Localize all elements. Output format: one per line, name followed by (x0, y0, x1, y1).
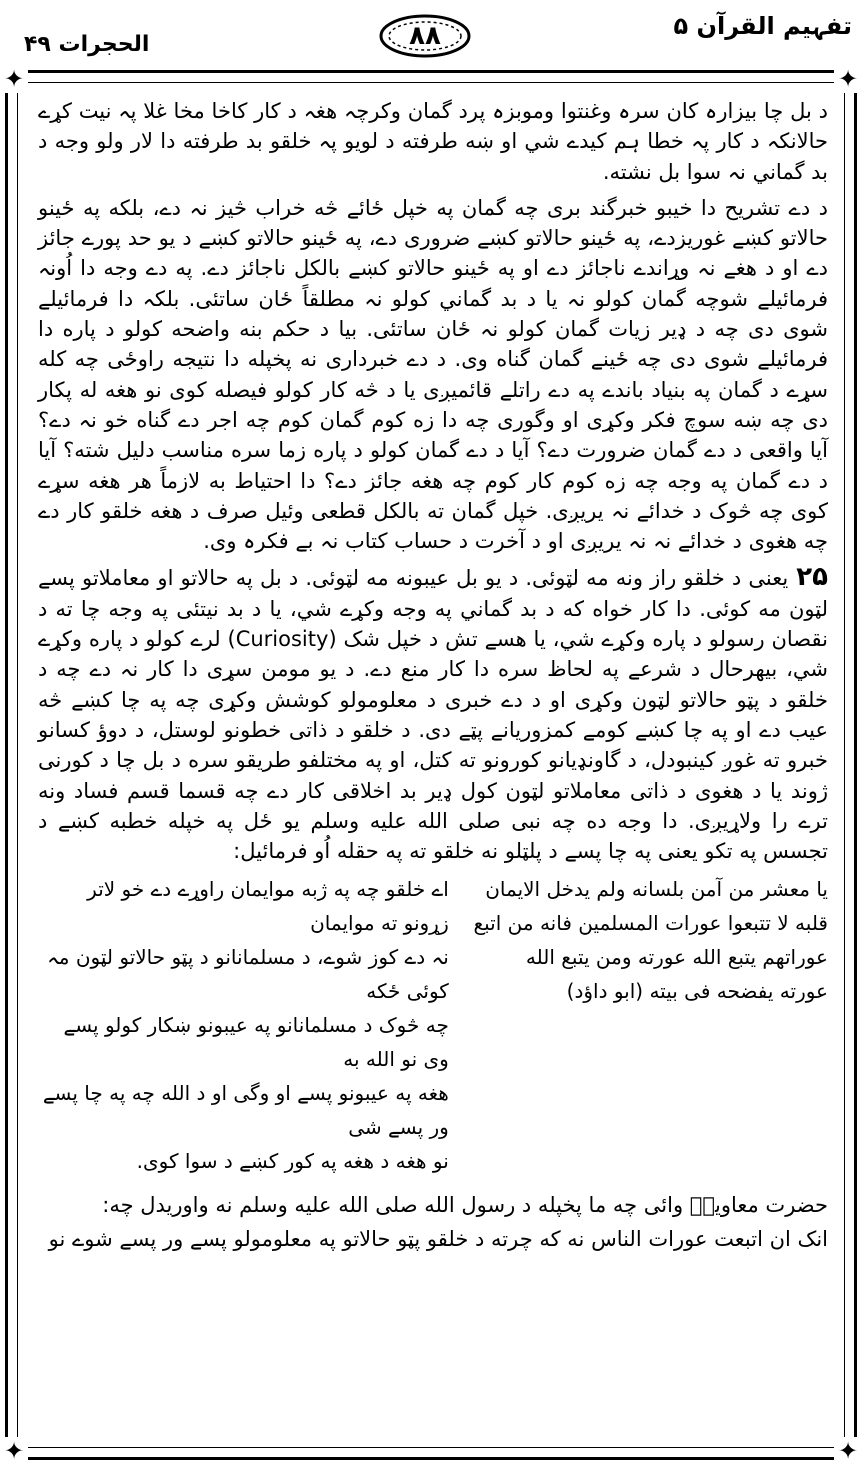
paragraph-2: د دے تشریح دا خیبو خبرگند بری چه گمان په خپل ځائے څه خراب څیز نہ دے، بلکه په ځینو حالاتو کښے غوریزدے، په ځینو حالاتو کښے ضروری دے، په ځینو حالاتو کښے د یو حد پورے جائز دے او د ھغے نہ وړاندے ناجائز دے او په ځینو حالاتو کښے بالکل ناجائز دے. په دے وجه دا اُونہ فرمائیلے شوچه گمان کولو نہ یا د بد گماني کولو نہ مطلقاً ځان ساتئی. بلکہ دا فرمائیلے شوی دی چه د ډیر زیات گمان کولو نہ ځان ساتئی. بیا د حکم بنه واضحه کولو د پاره دا فرمائیلے شوی دی چه ځینے گمان گناه وی. د دے خبرداری نه پخپله دا نتیجه راوځی چه کله سړے د گمان په بنیاد باندے په دے راتلے قائمیږی یا د څه کار کولو فیصله کوی نو ھغه له پکار دی چه ښه سوچ فکر وکړی او وگوری چه دا زه کوم گمان کوم چه اجر دے گناه خو نہ دے؟ آیا واقعی د دے گمان ضرورت دے؟ آیا د دے گمان کولو د پاره زما سره مناسب دلیل شته؟ آیا د دے گمان په وجه چه زه کوم کار کوم چه ھغه جائز دے؟ دا احتیاط به لازماً ھر ھغه سړے کوی چه څوک د خدائے نہ یریږی. خپل گمان ته بالکل قطعی وئیل صرف د ھغه خلقو کار دے چه ھغوی د خدائے نہ نہ یریږی او د آخرت د حساب کتاب نہ بے فکرہ وی. (38, 195, 828, 554)
footnote-number: ۲۵ (796, 562, 828, 593)
corner-ornament-icon: ✦ (834, 65, 862, 93)
hadith-translation-line: نو ھغه د ھغه په کور کښے د سوا کوی. (136, 1149, 449, 1174)
hadith-translation-line: اے خلقو چه په ژبه موایمان راوړے دے خو لاتر زړونو ته موایمان (87, 877, 449, 936)
hadith-arabic-line: عوراتهم یتبع الله عورته ومن یتبع الله (525, 945, 828, 970)
corner-ornament-icon: ✦ (0, 65, 28, 93)
closing-line-2: انک ان اتبعت عورات الناس نه که چرته د خلقو پټو حالاتو په معلومولو پسے ور پسے شوے نو (48, 1227, 828, 1252)
closing-section (38, 1188, 828, 1256)
hadith-arabic (449, 872, 828, 1178)
paragraph-3-text: یعنی د خلقو راز ونه مه لټوئی. د یو بل عیبونه مه لټوئی. د بل په حالاتو او معاملاتو پسے لټون مه کوئی. دا کار خواه که د بد گماني په وجه وکړے شي، یا د بد نیتئی په وجه چا ته د نقصان رسولو د پاره وکړے شي، یا هسے تش د خپل شک (Curiosity) لرے کولو د پاره وکړے شي، بیهرحال د شرعے په لحاظ سره دا کار منع دے. د یو مومن سړی دا کار نہ دے چه د خلقو د پټو حالاتو لټون وکړی او د دے خبری د معلومولو کوشش وکړی چه په چا کښے څه عیب دے او په چا کښے کومے کمزوریانے پټے دی. د خلقو د ذاتی خطونو لوستل، د دوؤ کسانو خبرو ته غوږ کینبودل، د گاونډیانو کورونو ته کتل، او په مختلفو طریقو سره د بل چا د کورنی ژوند یا د ھغوی د ذاتی معاملاتو لټون کول ډیر بد اخلاقی کار دے چه قسما قسم فساد ونه ترے را ولاړیږی. دا وجه ده چه نبی صلی الله علیه وسلم یو ځل په خپله خطبه کښے د تجسس په تکو یعنی په چا پسے د پلټلو نه خلقو ته په حقله اُو فرمائیل: (38, 566, 828, 864)
hadith-translation (38, 872, 449, 1178)
hadith-arabic-line: قلبه لا تتبعوا عورات المسلمین فانه من اتبع (473, 911, 828, 936)
corner-ornament-icon: ✦ (834, 1437, 862, 1465)
closing-line-1: حضرت معاویہؓ وائی چه ما پخپله د رسول الله صلی الله علیه وسلم نه واوریدل چه: (102, 1193, 828, 1218)
hadith-translation-line: ھغه په عیبونو پسے او وگی او د الله چه په چا پسے ور پسے شی (42, 1081, 449, 1140)
corner-ornament-icon: ✦ (0, 1437, 28, 1465)
page-number: ۸۸ (409, 21, 441, 51)
commentary-text (38, 96, 828, 1256)
hadith-block (38, 872, 828, 1178)
book-title: تفہیم القرآن ۵ (673, 12, 852, 40)
hadith-arabic-line: عورته یفضحه فی بیته (ابو داؤد) (566, 979, 828, 1004)
paragraph-3 (38, 562, 828, 866)
hadith-translation-line: چه څوک د مسلمانانو په عیبونو ښکار کولو پسے وی نو الله به (63, 1013, 449, 1072)
paragraph-1: د بل چا بیزارہ کان سرہ وغنتوا وموبزہ پرد گمان وکرچہ ھغہ د کار کاخا مخا غلا پہ نیت کړے حالانکہ د کار پہ خطا ہم کیدے شي او ښه طرفته د لویو پہ خلقو بد طرفته دا لار ولو وجه د بد گماني نہ سوا بل نشته. (38, 99, 828, 184)
hadith-arabic-line: یا معشر من آمن بلسانه ولم یدخل الایمان (485, 877, 828, 902)
page-number-cartouche (375, 12, 475, 60)
page-header (0, 0, 864, 70)
hadith-translation-line: نہ دے کوز شوے، د مسلمانانو د پټو حالاتو لټون مہ کوئی ځکه (47, 945, 449, 1004)
surah-reference: الحجرات ۴۹ (24, 32, 150, 57)
